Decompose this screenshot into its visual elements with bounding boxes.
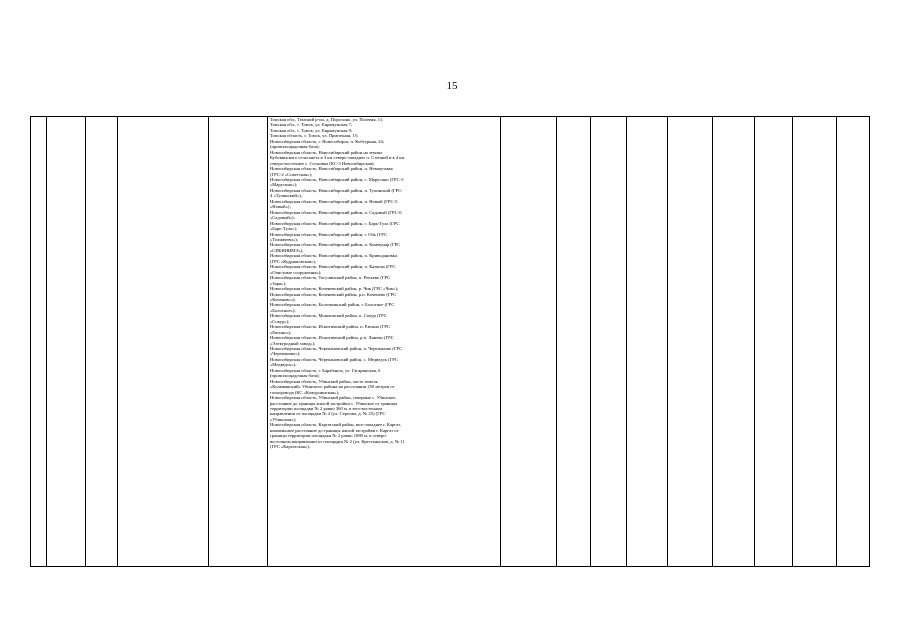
address-line: Томская обл., г. Томск, ул. Енрамунская 7;: [270, 122, 353, 128]
address-line: направлении от площадки № 2 (ул. Серпова, д. № 25) (ГРС: [270, 411, 386, 417]
column-divider: [869, 116, 870, 567]
address-line: Новосибирская область, г. Новосибирск, п. Кобтурная, 24;: [270, 138, 385, 144]
address-line: Новосибирская область, Новосибирский район, п. Каткова (ГРС: [270, 264, 396, 270]
address-line: Новосибирская область, Коченевский район, р.п. Коченево (ГРС: [270, 291, 397, 297]
address-line: Новосибирская область, Черепановский район, с. Медведск (ГРС: [270, 356, 398, 362]
address-line: «Садовый»);: [270, 215, 295, 221]
address-line: Новосибирская область, г. Барабинск, ул. Гагаринская, 6: [270, 367, 381, 373]
address-line: «Новый»);: [270, 204, 291, 210]
page-number: 15: [446, 80, 458, 92]
address-line: Новосибирская область, Новосибирский район, с. Марусино (ГРС-3: [270, 176, 404, 182]
column-divider: [556, 116, 557, 567]
address-line: Новосибирская область, Мошковский район, п. Сокур (ГРС: [270, 313, 387, 319]
address-line: Томская обл., г. Томск, ул. Енрамунская 9;: [270, 127, 353, 133]
address-line: Новосибирская область, Болотнинский район, г. Болотное (ГРС: [270, 302, 395, 308]
address-line: «Колыванский» Убинского района на расстоянии 250 метров от: [270, 384, 395, 390]
column-divider: [267, 116, 268, 567]
address-line: газопровода (КС «Кожурлинская»);: [270, 389, 340, 395]
address-line: Новосибирская область, Искитимский район, р.п. Линево (ГРС: [270, 335, 394, 341]
column-divider: [500, 116, 501, 567]
address-line: северо-восточнее с. Сосновка (КС-3 Новосибирская);: [270, 160, 375, 166]
address-line: Новосибирская область, Убинский район, северные с. Убинское,: [270, 395, 397, 401]
address-line: «Марусино»);: [270, 182, 298, 188]
address-line: границы территории площадки № 2 равно 1080 м, в северо-: [270, 433, 388, 439]
address-line: «Болотное»);: [270, 307, 296, 313]
address-line: «Сокур»);: [270, 318, 290, 324]
address-line: «Толмачево»);: [270, 236, 298, 242]
column-divider: [30, 116, 31, 567]
column-divider: [836, 116, 837, 567]
address-line: Новосибирская область, Черепановский район, п. Черепаново (ГРС: [270, 346, 403, 352]
address-line: Новосибирская область, Новосибирский район, п. Тулинский (ГРС-: [270, 187, 403, 193]
address-line: восточном направлении от площадки № 2 (ул. Крестьянская, д. № 1): [270, 438, 405, 444]
address-line: (ГРС-2 «Советская»);: [270, 171, 313, 177]
address-line: «Коченево»);: [270, 296, 296, 302]
address-line: Новосибирская область, Коченевский район, р. Чик (ГРС «Чик»);: [270, 286, 399, 292]
address-line: «Заря»);: [270, 280, 287, 286]
address-line: Новосибирская область, Тогучинский район, п. Репьево (ГРС: [270, 275, 391, 281]
address-line: «Черепаново»);: [270, 351, 301, 357]
address-line: Новосибирская область, Новосибирский район, п. Новый (ГРС-5: [270, 198, 398, 204]
column-divider: [117, 116, 118, 567]
address-line: (ГРС «Кудряшовская»);: [270, 258, 317, 264]
address-line: «Очистные сооружения»);: [270, 269, 322, 275]
address-line: (промплощадочная база);: [270, 373, 320, 379]
address-line: Новосибирская область, Каргатский район, юго-западнее г. Каргат,: [270, 422, 401, 428]
address-line: Томская область, г. Томск, ул. Приточная, 15;: [270, 133, 359, 139]
column-divider: [46, 116, 47, 567]
address-line: «СИБНИИМЭ»);: [270, 247, 304, 253]
column-divider: [792, 116, 793, 567]
table-bottom-border: [30, 566, 870, 567]
address-line: «Евсино»);: [270, 329, 292, 335]
column-divider: [208, 116, 209, 567]
column-divider: [590, 116, 591, 567]
address-line: Новосибирская область, Новосибирский район, п. Немнуговая: [270, 166, 393, 172]
address-line: «Барь-Тула»);: [270, 226, 298, 232]
address-line: «Электродный завод»);: [270, 340, 316, 346]
address-line: Новосибирская область, Убинский район, часть земель: [270, 378, 378, 384]
address-line: «Убинская»);: [270, 416, 296, 422]
address-line: (ГРС «Каргатская»);: [270, 444, 310, 450]
address-line: наименьшее расстояние до границы жилой застройки г. Каргат от: [270, 427, 399, 433]
address-line: расстояние до границы жилой застройки с. Убинское от границы: [270, 400, 398, 406]
address-line: Томская обл., Томский р-он, д. Поросино, ул. Полевая, 11;: [270, 117, 384, 122]
address-line: (промплощадочная база);: [270, 144, 320, 150]
column-divider: [85, 116, 86, 567]
address-line: «Медведск»);: [270, 362, 297, 368]
column-divider: [754, 116, 755, 567]
column-divider: [626, 116, 627, 567]
address-line: Новосибирская область, Новосибирский район на землях: [270, 149, 383, 155]
address-list-cell: [270, 117, 500, 450]
address-line: Новосибирская область, Новосибирский район, п. Криводановка: [270, 253, 397, 259]
address-line: Новосибирская область, Искитимский район, п. Евсино (ГРС: [270, 324, 391, 330]
address-line: Новосибирская область, Новосибирский район, г. Обь (ГРС: [270, 231, 387, 237]
address-line: Новосибирская область, Новосибирский район, п. Садовый (ГРС-6: [270, 209, 402, 215]
address-line: Новосибирская область, Новосибирский район, п. Коммунар (ГРС: [270, 242, 401, 248]
address-line: 4 «Тулинский»);: [270, 193, 302, 199]
column-divider: [712, 116, 713, 567]
address-line: территории площадки № 2 равно 360 м. в юго-восточном: [270, 406, 383, 412]
column-divider: [667, 116, 668, 567]
address-line: Новосибирская область, Новосибирский район, с. Барь-Тула (ГРС: [270, 220, 400, 226]
address-line: Кубовинского сельсовета в 3 км северо-западнее п. Степной и в 4 км: [270, 155, 405, 161]
